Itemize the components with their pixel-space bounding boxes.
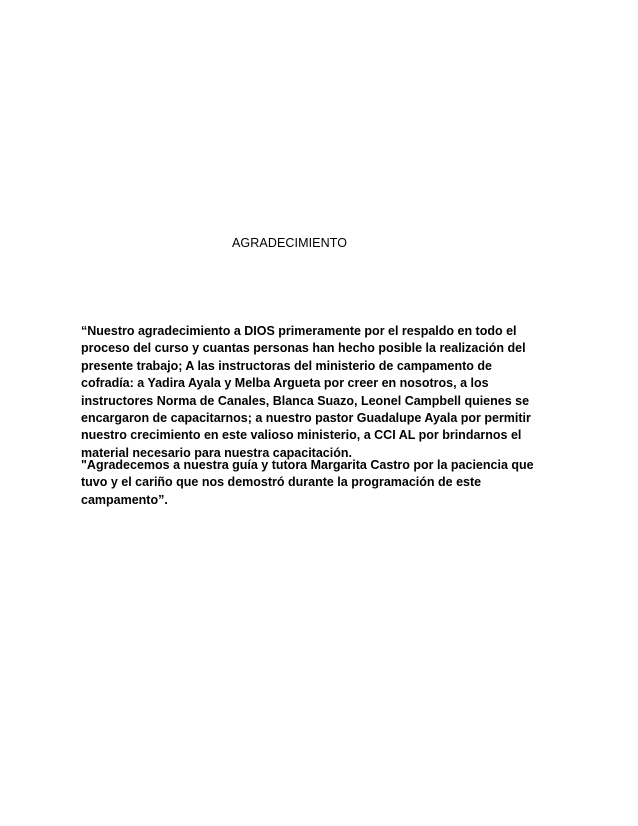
paragraph-line: “Nuestro agradecimiento a DIOS primeramente por el respaldo en todo el — [81, 324, 517, 338]
paragraph-line: "Agradecemos a nuestra guía y tutora Margarita Castro por la paciencia que — [81, 458, 534, 472]
paragraph-line: proceso del curso y cuantas personas han hecho posible la realización del — [81, 341, 526, 356]
paragraph-line: tuvo y el cariño que nos demostró durante la programación de este — [81, 475, 482, 490]
tutor-thanks-paragraph — [81, 457, 551, 509]
paragraph-line: cofradía: a Yadira Ayala y Melba Argueta por creer en nosotros, a los — [81, 376, 489, 391]
page-title: AGRADECIMIENTO — [232, 236, 348, 250]
paragraph-line: nuestro crecimiento en este valioso ministerio, a CCI AL por brindarnos el — [81, 428, 522, 443]
paragraph-line: material necesario para nuestra capacitación. — [81, 445, 352, 460]
paragraph-line: presente trabajo; A las instructoras del ministerio de campamento de — [81, 358, 492, 373]
paragraph-line: campamento”. — [81, 492, 168, 507]
paragraph-line: encargaron de capacitarnos; a nuestro pastor Guadalupe Ayala por permitir — [81, 411, 531, 426]
paragraph-line: instructores Norma de Canales, Blanca Suazo, Leonel Campbell quienes se — [81, 393, 530, 408]
acknowledgement-paragraph — [81, 323, 551, 462]
